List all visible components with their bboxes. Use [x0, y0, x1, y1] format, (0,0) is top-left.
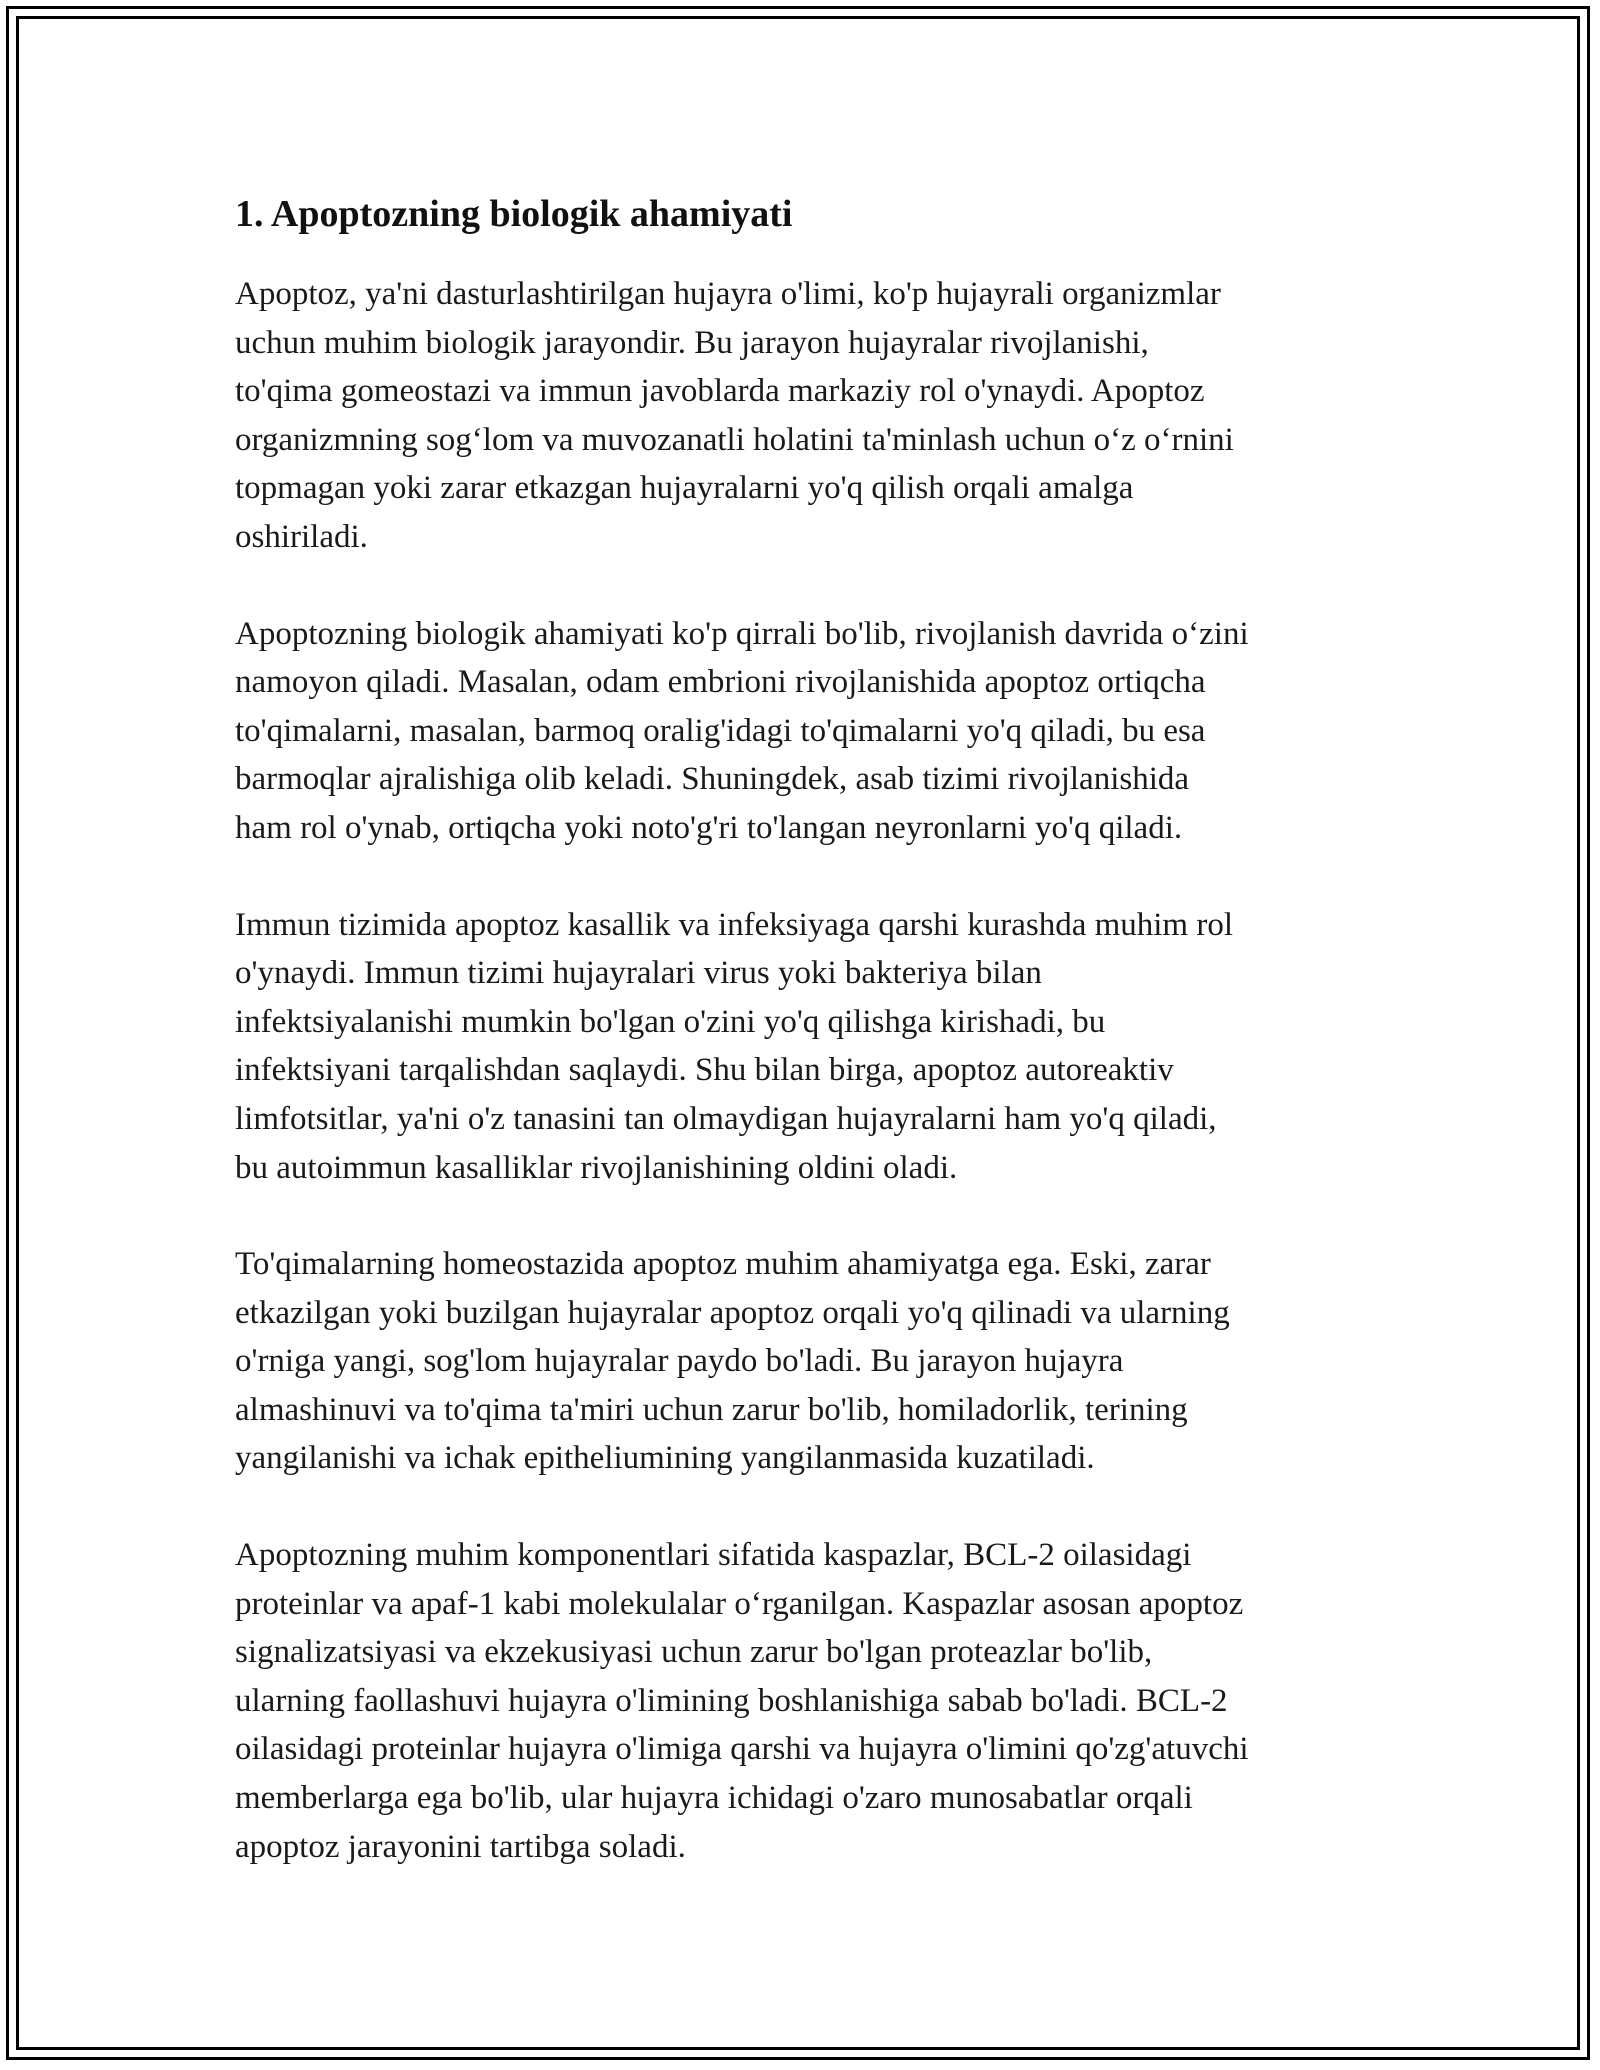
paragraph-introduction: Apoptoz, ya'ni dasturlashtirilgan hujayra o'limi, ko'p hujayrali organizmlar uchun muhim biologik jarayondir. Bu jarayon hujayralar rivojlanishi, to'qima gomeostazi va immun javoblarda markaziy rol o'ynaydi. Apoptoz organizmning sog‘lom va muvozanatli holatini ta'minlash uchun o‘z o‘rnini topmagan yoki zarar etkazgan hujayralarni yo'q qilish orqali amalga oshiriladi.: [235, 276, 1234, 555]
section-heading: 1. Apoptozning biologik ahamiyati: [235, 193, 793, 235]
paragraph-tissue-homeostasis: To'qimalarning homeostazida apoptoz muhim ahamiyatga ega. Eski, zarar etkazilgan yoki buzilgan hujayralar apoptoz orqali yo'q qilinadi va ularning o'rniga yangi, sog'lom hujayralar paydo bo'ladi. Bu jarayon hujayra almashinuvi va to'qima ta'miri uchun zarur bo'lib, homiladorlik, terining yangilanishi va ichak epitheliumining yangilanmasida kuzatiladi.: [235, 1246, 1230, 1477]
paragraph-components: Apoptozning muhim komponentlari sifatida kaspazlar, BCL-2 oilasidagi proteinlar va apaf-1 kabi molekulalar o‘rganilgan. Kaspazlar asosan apoptoz signalizatsiyasi va ekzekusiyasi uchun zarur bo'lgan proteazlar bo'lib, ularning faollashuvi hujayra o'limining boshlanishiga sabab bo'ladi. BCL-2 oilasidagi proteinlar hujayra o'limiga qarshi va hujayra o'limini qo'zg'atuvchi memberlarga ega bo'lib, ular hujayra ichidagi o'zaro munosabatlar orqali apoptoz jarayonini tartibga soladi.: [235, 1537, 1249, 1865]
paragraph-immune-system: Immun tizimida apoptoz kasallik va infeksiyaga qarshi kurashda muhim rol o'ynaydi. Immun tizimi hujayralari virus yoki bakteriya bilan infektsiyalanishi mumkin bo'lgan o'zini yo'q qilishga kirishadi, bu infektsiyani tarqalishdan saqlaydi. Shu bilan birga, apoptoz autoreaktiv limfotsitlar, ya'ni o'z tanasini tan olmaydigan hujayralarni ham yo'q qiladi, bu autoimmun kasalliklar rivojlanishining oldini oladi.: [235, 906, 1234, 1186]
paragraph-development: Apoptozning biologik ahamiyati ko'p qirrali bo'lib, rivojlanish davrida o‘zini namoyon qiladi. Masalan, odam embrioni rivojlanishida apoptoz ortiqcha to'qimalarni, masalan, barmoq oralig'idagi to'qimalarni yo'q qiladi, bu esa barmoqlar ajralishiga olib keladi. Shuningdek, asab tizimi rivojlanishida ham rol o'ynab, ortiqcha yoki noto'g'ri to'langan neyronlarni yo'q qiladi.: [235, 615, 1249, 846]
document-body: [235, 186, 1375, 1919]
